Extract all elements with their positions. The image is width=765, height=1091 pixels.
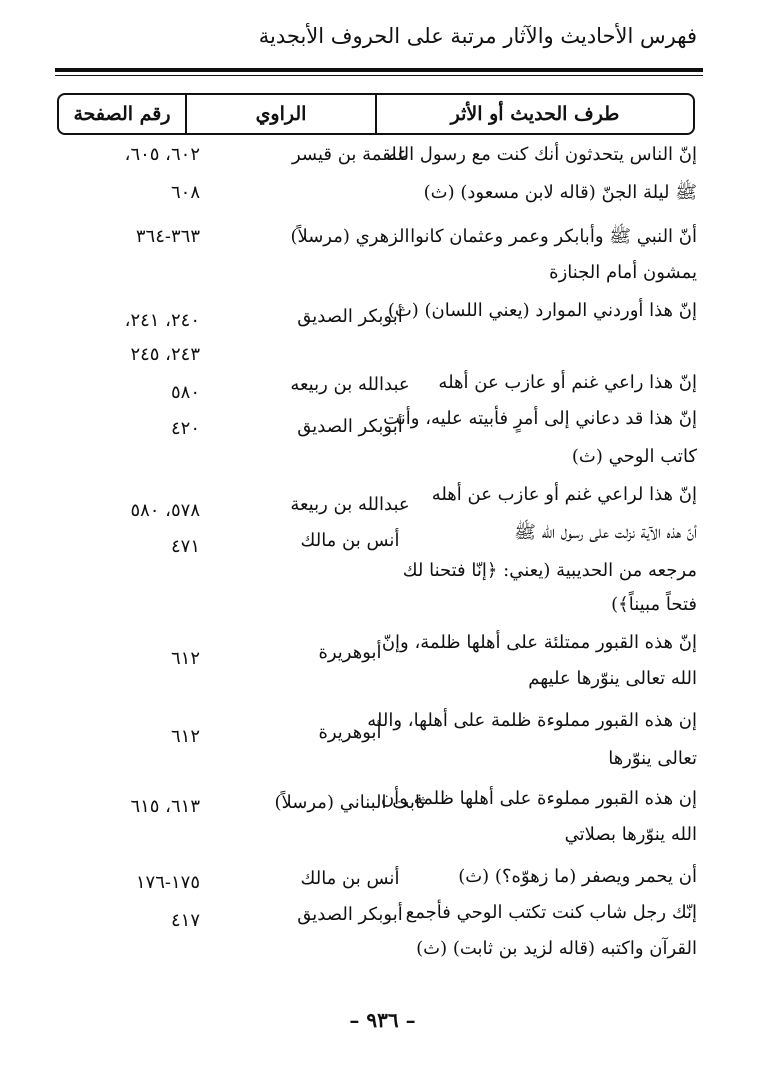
entry-text-line: إنّ هذا لراعي غنم أو عازب عن أهله [431, 484, 697, 505]
entry-pages: ٦٠٨ [170, 182, 200, 203]
entry-narrator: عبدالله بن ربيعة [290, 494, 410, 515]
entry-pages: ٦٠٢، ٦٠٥، [124, 144, 200, 165]
header-rule-thick [55, 68, 703, 72]
entry-text-line: تعالى ينوّرها [608, 748, 697, 769]
page-number: – ٩٣٦ – [349, 1008, 416, 1032]
entry-narrator: أنس بن مالك [300, 530, 400, 551]
entry-text-line: يمشون أمام الجنازة [549, 262, 697, 283]
entry-narrator: أبوبكر الصديق [297, 904, 403, 925]
entry-narrator: علقمة بن قيسر [291, 144, 409, 165]
entry-text-line: القرآن واكتبه (قاله لزيد بن ثابت) (ث) [416, 938, 697, 959]
entry-narrator: أبوهريرة [318, 642, 382, 663]
entry-text-line: أنّ النبي ﷺ وأبابكر وعمر وعثمان كانوا [410, 226, 697, 247]
entry-text-line: إنّ هذا قد دعاني إلى أمرٍ فأبيته عليه، وأنت [383, 408, 697, 429]
entry-narrator: أبوبكر الصديق [297, 306, 403, 327]
entry-pages: ٣٦٣-٣٦٤ [135, 226, 200, 247]
entry-text-line: الله تعالى ينوّرها عليهم [528, 668, 697, 689]
entry-text-line: إنّ هذا أوردني الموارد (يعني اللسان) (ث) [387, 300, 697, 321]
column-header-page: رقم الصفحة [73, 103, 171, 125]
running-header-title: فهرس الأحاديث والآثار مرتبة على الحروف الأبجدية [258, 24, 697, 48]
entry-narrator: أنس بن مالك [300, 868, 400, 889]
entry-text-line: أن يحمر ويصفر (ما زهوّه؟) (ث) [458, 866, 697, 887]
header-rule-thin [55, 75, 703, 76]
entry-pages: ٢٤٣، ٢٤٥ [130, 344, 200, 365]
entry-text-line: الله ينوّرها بصلاتي [564, 824, 697, 845]
entry-narrator: ثابت البناني (مرسلاً) [274, 792, 426, 813]
entry-narrator: أبوبكر الصديق [297, 416, 403, 437]
entry-text-line: إنّ هذه القبور ممتلئة على أهلها ظلمة، وإنّ [381, 632, 697, 653]
entry-text-line: إن هذه القبور مملوءة ظلمة على أهلها، والله [367, 710, 697, 731]
entry-pages: ٥٧٨، ٥٨٠ [130, 500, 200, 521]
entry-pages: ٦١٣، ٦١٥ [130, 796, 200, 817]
entry-pages: ٤٢٠ [170, 418, 200, 439]
entry-pages: ٤١٧ [170, 910, 200, 931]
entry-narrator: عبدالله بن ربيعه [290, 374, 410, 395]
entry-text-line: ﷺ ليلة الجنّ (قاله لابن مسعود) (ث) [423, 182, 697, 203]
entry-pages: ٦١٢ [170, 648, 200, 669]
entry-pages: ٦١٢ [170, 726, 200, 747]
entry-pages: ١٧٥-١٧٦ [135, 872, 200, 893]
entry-text-line: أنّ هذه الآية نزلت على رسول الله ﷺ [514, 522, 697, 543]
entry-text-line: إن هذه القبور مملوءة على أهلها ظلمة وأن [380, 788, 697, 809]
entry-pages: ٤٧١ [170, 536, 200, 557]
entry-text-line: فتحاً مبيناً﴾) [611, 594, 697, 615]
column-header-text: طرف الحديث أو الأثر [375, 95, 693, 133]
column-header-row [57, 93, 695, 135]
entry-narrator: أبوهريرة [318, 722, 382, 743]
entry-text-line: مرجعه من الحديبية (يعني: ﴿إنّا فتحنا لك [402, 560, 697, 581]
entry-narrator: الزهري (مرسلاً) [290, 226, 410, 247]
entry-pages: ٥٨٠ [170, 382, 200, 403]
entry-text-line: كاتب الوحي (ث) [571, 446, 697, 467]
entry-text-line: إنّك رجل شاب كنت تكتب الوحي فأجمع [405, 902, 697, 923]
entry-text-line: إنّ هذا راعي غنم أو عازب عن أهله [438, 372, 697, 393]
entry-text-line: إنّ الناس يتحدثون أنك كنت مع رسول الله [387, 144, 697, 165]
entry-pages: ٢٤٠، ٢٤١، [124, 310, 200, 331]
column-header-narrator: الراوي [185, 95, 375, 133]
